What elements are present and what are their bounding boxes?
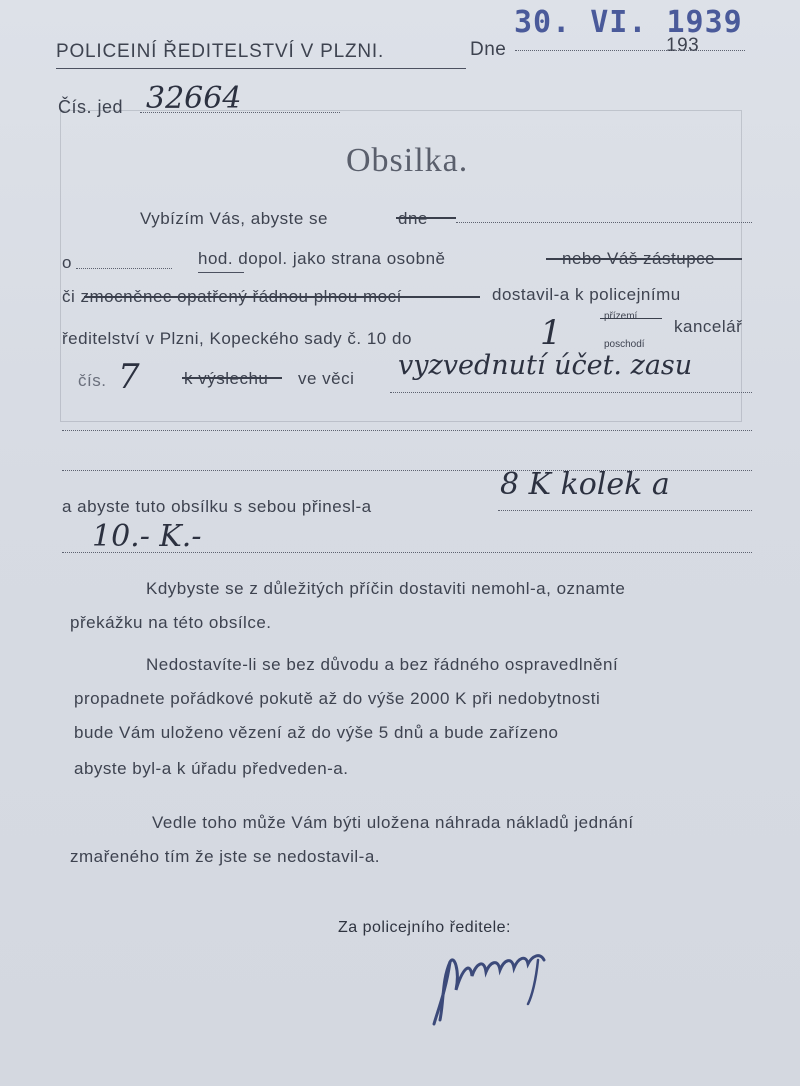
strike-vyslechu: [182, 377, 282, 379]
body-line5-struck: k výslechu: [184, 369, 269, 388]
paragraph-2-line-2: propadnete pořádkové pokutě až do výše 2000 K při nedobytnosti: [74, 689, 601, 708]
line1-fill: [456, 222, 752, 223]
strike-zastupce: [546, 258, 742, 260]
body-line1: Vybízím Vás, abyste se: [140, 209, 328, 228]
signature-label: Za policejního ředitele:: [338, 919, 511, 936]
reference-number: 32664: [146, 81, 242, 116]
body-line2-struck: nebo Váš zástupce: [562, 249, 716, 268]
body-line2: hod. dopol. jako strana osobně: [198, 249, 446, 268]
paragraph-1-line-1: Kdybyste se z důležitých příčin dostaviti nemohl-a, oznamte: [146, 579, 626, 598]
body-line3-struck: či zmocněnec opatřený řádnou plnou mocí: [62, 287, 402, 306]
body-line8: a abyste tuto obsílku s sebou přinesl-a: [62, 497, 372, 516]
paragraph-1-line-2: překážku na této obsílce.: [70, 613, 272, 632]
body-line1-struck: dne: [398, 209, 428, 228]
floor-label: poschodí: [604, 339, 645, 350]
date-stamp: 30. VI. 1939: [514, 5, 743, 40]
body-line4-office: kancelář: [674, 317, 743, 336]
paragraph-2-line-4: abyste byl-a k úřadu předveden-a.: [74, 759, 349, 778]
body-line5: ve věci: [298, 369, 355, 388]
body-line4: ředitelství v Plzni, Kopeckého sady č. 10 do: [62, 329, 412, 348]
hour-fill: [76, 268, 172, 269]
strike-zmocnenec: [84, 296, 480, 298]
room-number: 7: [118, 357, 140, 397]
handwritten-signature: [420, 940, 570, 1030]
document-title: Obsilka.: [346, 142, 469, 179]
reference-label: Čís. jed: [58, 97, 124, 117]
line9-fill: [62, 552, 752, 553]
paragraph-2-line-1: Nedostavíte-li se bez důvodu a bez řádného ospravedlnění: [146, 655, 619, 674]
paragraph-3-line-1: Vedle toho může Vám býti uložena náhrada nákladů jednání: [152, 813, 634, 832]
body-line2-o: o: [62, 253, 72, 272]
floor-struck: přízemí: [604, 311, 638, 322]
room-label: čís.: [78, 371, 107, 390]
strike-dne: [396, 217, 456, 219]
line5-fill: [390, 392, 752, 393]
header-underline: [56, 68, 466, 69]
matter-handwritten: vyzvednutí účet. zasu: [398, 350, 693, 381]
bring-handwritten: 8 K kolek a: [500, 467, 670, 502]
fee-handwritten: 10.- K.-: [92, 519, 202, 554]
paragraph-3-line-2: zmařeného tím že jste se nedostavil-a.: [70, 847, 381, 866]
date-label: Dne: [470, 39, 507, 60]
reference-line: [140, 112, 340, 113]
year-suffix: 193: [666, 35, 700, 56]
body-line3: dostavil-a k policejnímu: [492, 285, 681, 304]
office-name: POLICEINÍ ŘEDITELSTVÍ V PLZNI.: [56, 41, 385, 62]
hod-underline: [198, 272, 244, 273]
blank-line-1: [62, 430, 752, 431]
strike-prizemi: [600, 318, 662, 319]
line8-fill: [498, 510, 752, 511]
paragraph-2-line-3: bude Vám uloženo vězení až do výše 5 dnů a bude zařízeno: [74, 723, 559, 742]
date-line: [515, 50, 745, 51]
floor-number: 1: [540, 313, 562, 353]
